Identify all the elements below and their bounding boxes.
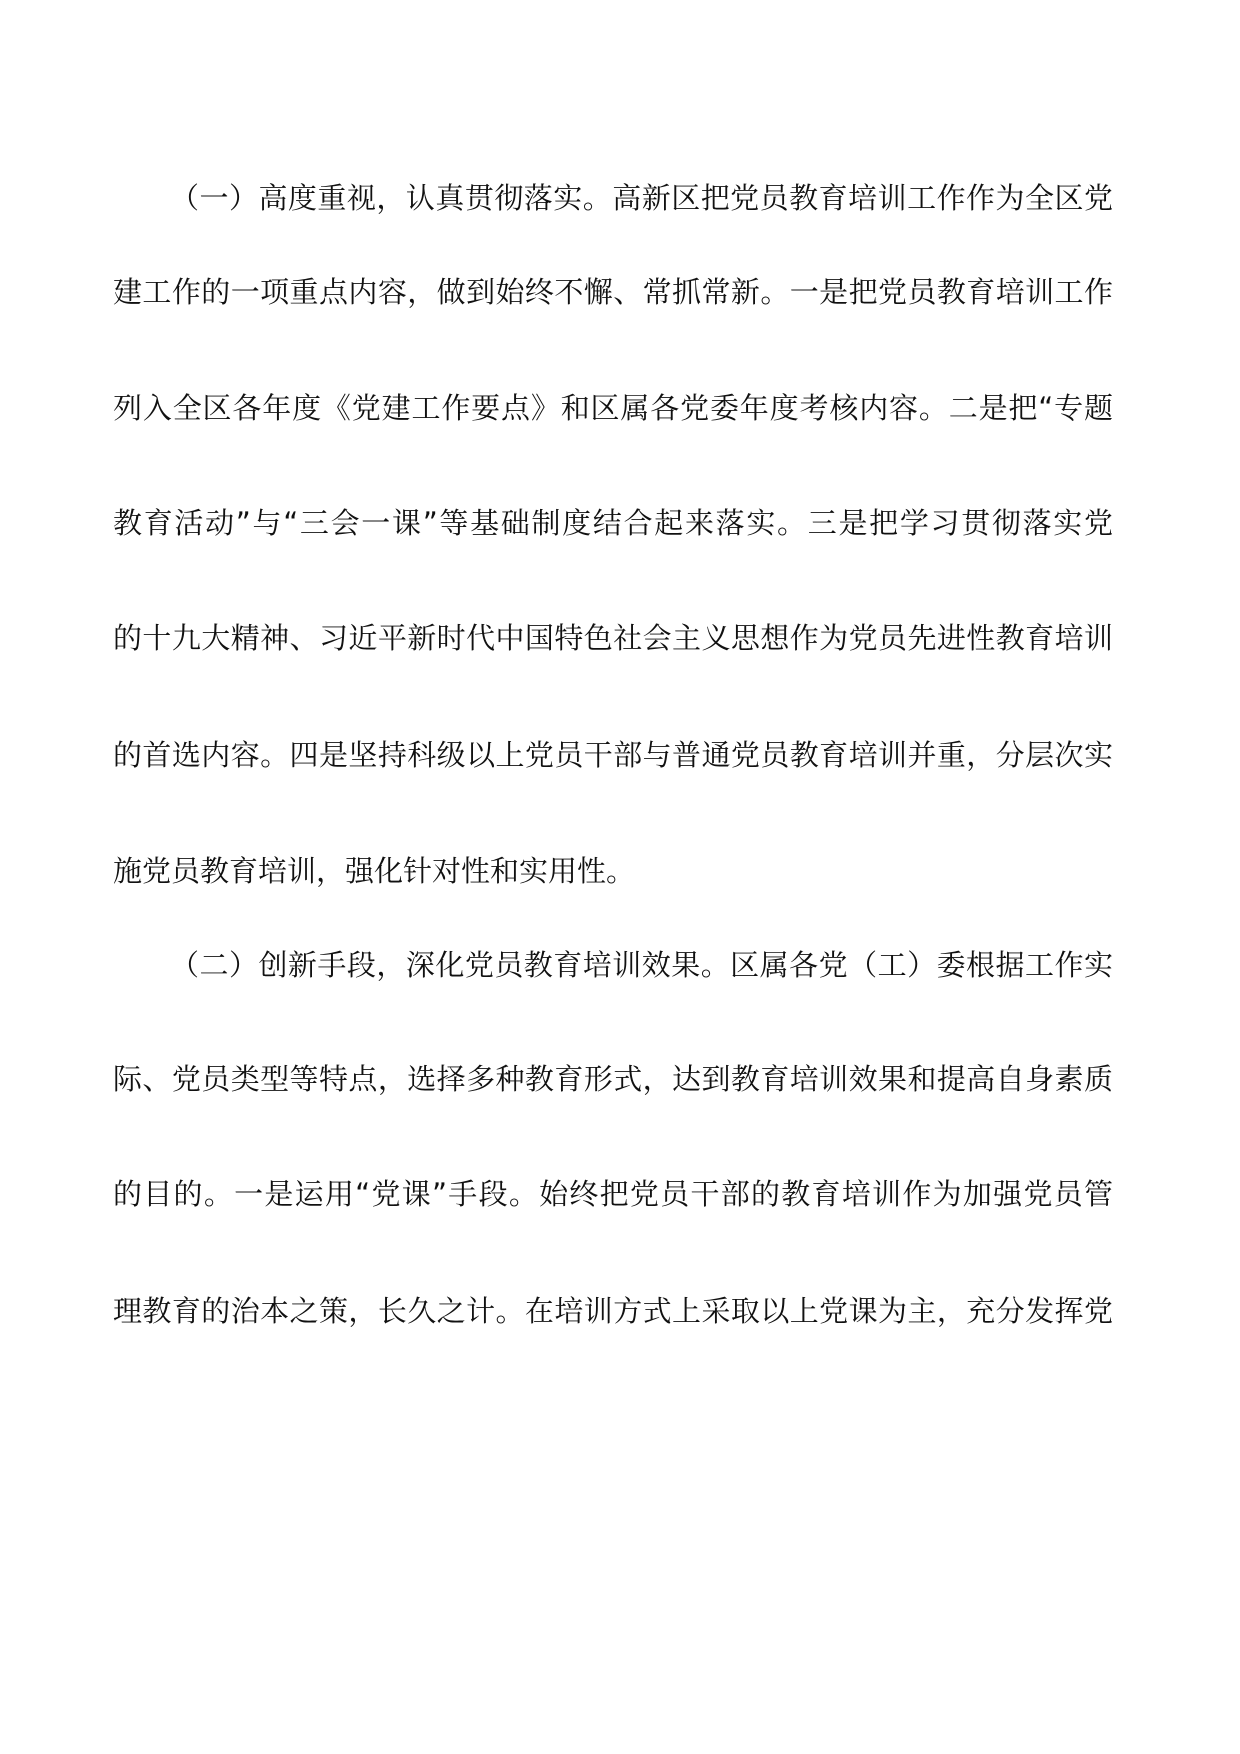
paragraph-line: 的十九大精神、习近平新时代中国特色社会主义思想作为党员先进性教育培训 [113, 621, 1113, 655]
paragraph-line: 的首选内容。四是坚持科级以上党员干部与普通党员教育培训并重，分层次实 [113, 738, 1113, 772]
paragraph-line: 的目的。一是运用“党课”手段。始终把党员干部的教育培训作为加强党员管 [113, 1177, 1113, 1211]
paragraph-line: （一）高度重视，认真贯彻落实。高新区把党员教育培训工作作为全区党 [170, 181, 1113, 215]
paragraph-line: 建工作的一项重点内容，做到始终不懈、常抓常新。一是把党员教育培训工作 [113, 275, 1113, 309]
paragraph-line: 理教育的治本之策，长久之计。在培训方式上采取以上党课为主，充分发挥党 [113, 1294, 1113, 1328]
paragraph-line: 际、党员类型等特点，选择多种教育形式，达到教育培训效果和提高自身素质 [113, 1062, 1113, 1096]
paragraph-line: 施党员教育培训，强化针对性和实用性。 [113, 854, 636, 888]
paragraph-line: 教育活动”与“三会一课”等基础制度结合起来落实。三是把学习贯彻落实党 [113, 506, 1113, 540]
paragraph-line: 列入全区各年度《党建工作要点》和区属各党委年度考核内容。二是把“专题 [113, 391, 1113, 425]
paragraph-line: （二）创新手段，深化党员教育培训效果。区属各党（工）委根据工作实 [170, 948, 1113, 982]
